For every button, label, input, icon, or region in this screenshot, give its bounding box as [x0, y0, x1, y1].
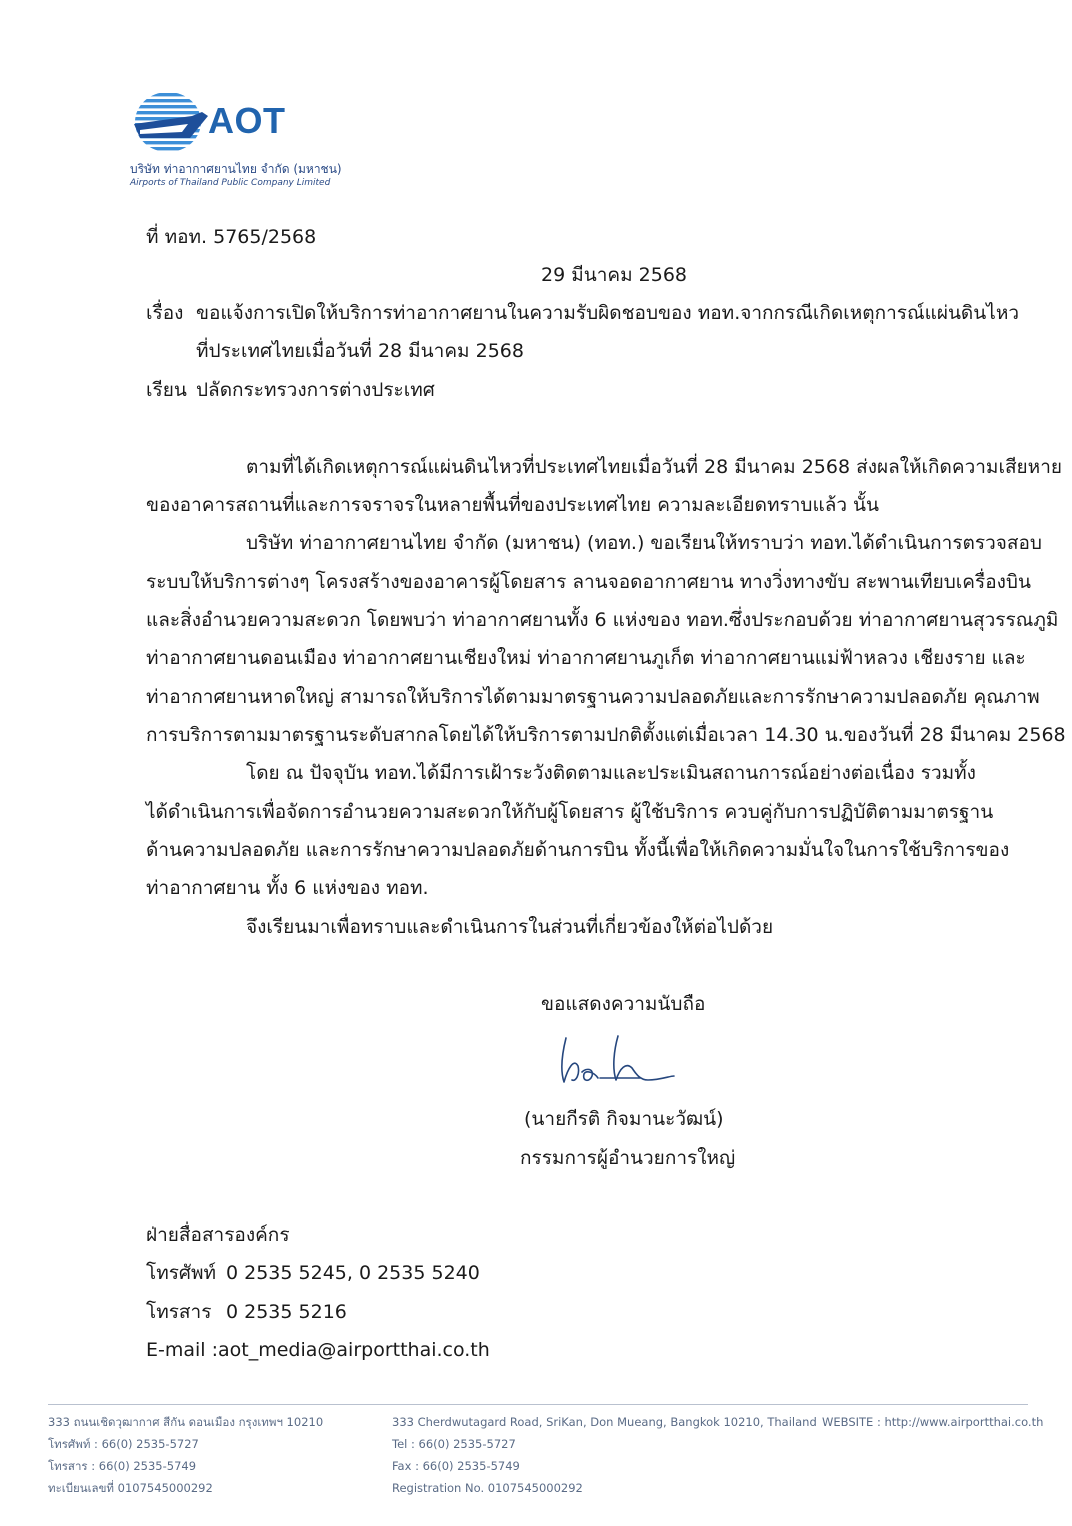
contact-email[interactable]: aot_media@airportthai.co.th [218, 1339, 490, 1361]
contact-fax: 0 2535 5216 [226, 1301, 347, 1323]
signatory-name: (นายกีรติ กิจมานะวัฒน์) [524, 1108, 724, 1130]
signatory-title: กรรมการผู้อำนวยการใหญ่ [520, 1147, 736, 1169]
body-line: โดย ณ ปัจจุบัน ทอท.ได้มีการเฝ้าระวังติดตามและประเมินสถานการณ์อย่างต่อเนื่อง รวมทั้ง [246, 762, 976, 784]
body-line: ได้ดำเนินการเพื่อจัดการอำนวยความสะดวกให้กับผู้โดยสาร ผู้ใช้บริการ ควบคู่กับการปฏิบัติตามมาตรฐาน [146, 801, 994, 823]
footer-address-th: 333 ถนนเชิดวุฒากาศ สีกัน ดอนเมือง กรุงเทพฯ 10210 [48, 1415, 324, 1429]
contact-phone-label: โทรศัพท์ [146, 1262, 217, 1284]
body-line: ท่าอากาศยานหาดใหญ่ สามารถให้บริการได้ตามมาตรฐานความปลอดภัยและการรักษาความปลอดภัย คุณภาพ [146, 686, 1040, 708]
footer-fax-th: โทรสาร : 66(0) 2535-5749 [48, 1459, 197, 1473]
footer-fax-en: Fax : 66(0) 2535-5749 [392, 1459, 520, 1473]
body-line: ด้านความปลอดภัย และการรักษาความปลอดภัยด้านการบิน ทั้งนี้เพื่อให้เกิดความมั่นใจในการใช้บริการของ [146, 839, 1010, 861]
recipient-name: ปลัดกระทรวงการต่างประเทศ [196, 379, 435, 401]
contact-phone: 0 2535 5245, 0 2535 5240 [226, 1262, 480, 1284]
body-line: ระบบให้บริการต่างๆ โครงสร้างของอาคารผู้โดยสาร ลานจอดอากาศยาน ทางวิ่งทางขับ สะพานเทียบเครื่องบิน [146, 571, 1031, 593]
footer-phone-en: Tel : 66(0) 2535-5727 [392, 1437, 516, 1451]
reference-number: ที่ ทอท. 5765/2568 [146, 226, 317, 248]
footer-registration-en: Registration No. 0107545000292 [392, 1481, 583, 1495]
contact-fax-label: โทรสาร [146, 1301, 212, 1323]
body-line: จึงเรียนมาเพื่อทราบและดำเนินการในส่วนที่เกี่ยวข้องให้ต่อไปด้วย [246, 916, 774, 938]
contact-email-label: E-mail : [146, 1339, 219, 1361]
body-line: บริษัท ท่าอากาศยานไทย จำกัด (มหาชน) (ทอท.) ขอเรียนให้ทราบว่า ทอท.ได้ดำเนินการตรวจสอบ [246, 532, 1042, 554]
body-line: ท่าอากาศยานดอนเมือง ท่าอากาศยานเชียงใหม่ ท่าอากาศยานภูเก็ต ท่าอากาศยานแม่ฟ้าหลวง เชียงราย และ [146, 647, 1026, 669]
body-line: และสิ่งอำนวยความสะดวก โดยพบว่า ท่าอากาศยานทั้ง 6 แห่งของ ทอท.ซึ่งประกอบด้วย ท่าอากาศยานสุวรรณภูมิ [146, 609, 1059, 631]
handwritten-signature [556, 1028, 686, 1092]
subject-label: เรื่อง [146, 302, 184, 324]
subject-line-2: ที่ประเทศไทยเมื่อวันที่ 28 มีนาคม 2568 [196, 340, 524, 362]
brand-wordmark: AOT [208, 100, 286, 141]
body-line: ของอาคารสถานที่และการจราจรในหลายพื้นที่ของประเทศไทย ความละเอียดทราบแล้ว นั้น [146, 494, 880, 516]
body-line: ท่าอากาศยาน ทั้ง 6 แห่งของ ทอท. [146, 877, 429, 899]
contact-department: ฝ่ายสื่อสารองค์กร [146, 1224, 290, 1246]
footer-registration-th: ทะเบียนเลขที่ 0107545000292 [48, 1481, 213, 1495]
recipient-label: เรียน [146, 379, 187, 401]
subject-line-1: ขอแจ้งการเปิดให้บริการท่าอากาศยานในความรับผิดชอบของ ทอท.จากกรณีเกิดเหตุการณ์แผ่นดินไหว [196, 302, 1020, 324]
closing-salutation: ขอแสดงความนับถือ [541, 993, 706, 1015]
body-line: ตามที่ได้เกิดเหตุการณ์แผ่นดินไหวที่ประเทศไทยเมื่อวันที่ 28 มีนาคม 2568 ส่งผลให้เกิดความเสียหาย [246, 456, 1063, 478]
footer-divider [48, 1404, 1028, 1405]
company-logo [130, 86, 342, 196]
footer-phone-th: โทรศัพท์ : 66(0) 2535-5727 [48, 1437, 199, 1451]
footer-website[interactable]: WEBSITE : http://www.airportthai.co.th [822, 1415, 1044, 1429]
letter-date: 29 มีนาคม 2568 [541, 264, 688, 286]
footer-address-en: 333 Cherdwutagard Road, SriKan, Don Mueang, Bangkok 10210, Thailand [392, 1415, 817, 1429]
aot-emblem-icon [132, 90, 214, 154]
company-name-th: บริษัท ท่าอากาศยานไทย จำกัด (มหาชน) [130, 162, 342, 176]
body-line: การบริการตามมาตรฐานระดับสากลโดยได้ให้บริการตามปกติตั้งแต่เมื่อเวลา 14.30 น.ของวันที่ 28 มีนาคม 2568 [146, 724, 1066, 746]
company-name-en: Airports of Thailand Public Company Limited [130, 178, 331, 188]
